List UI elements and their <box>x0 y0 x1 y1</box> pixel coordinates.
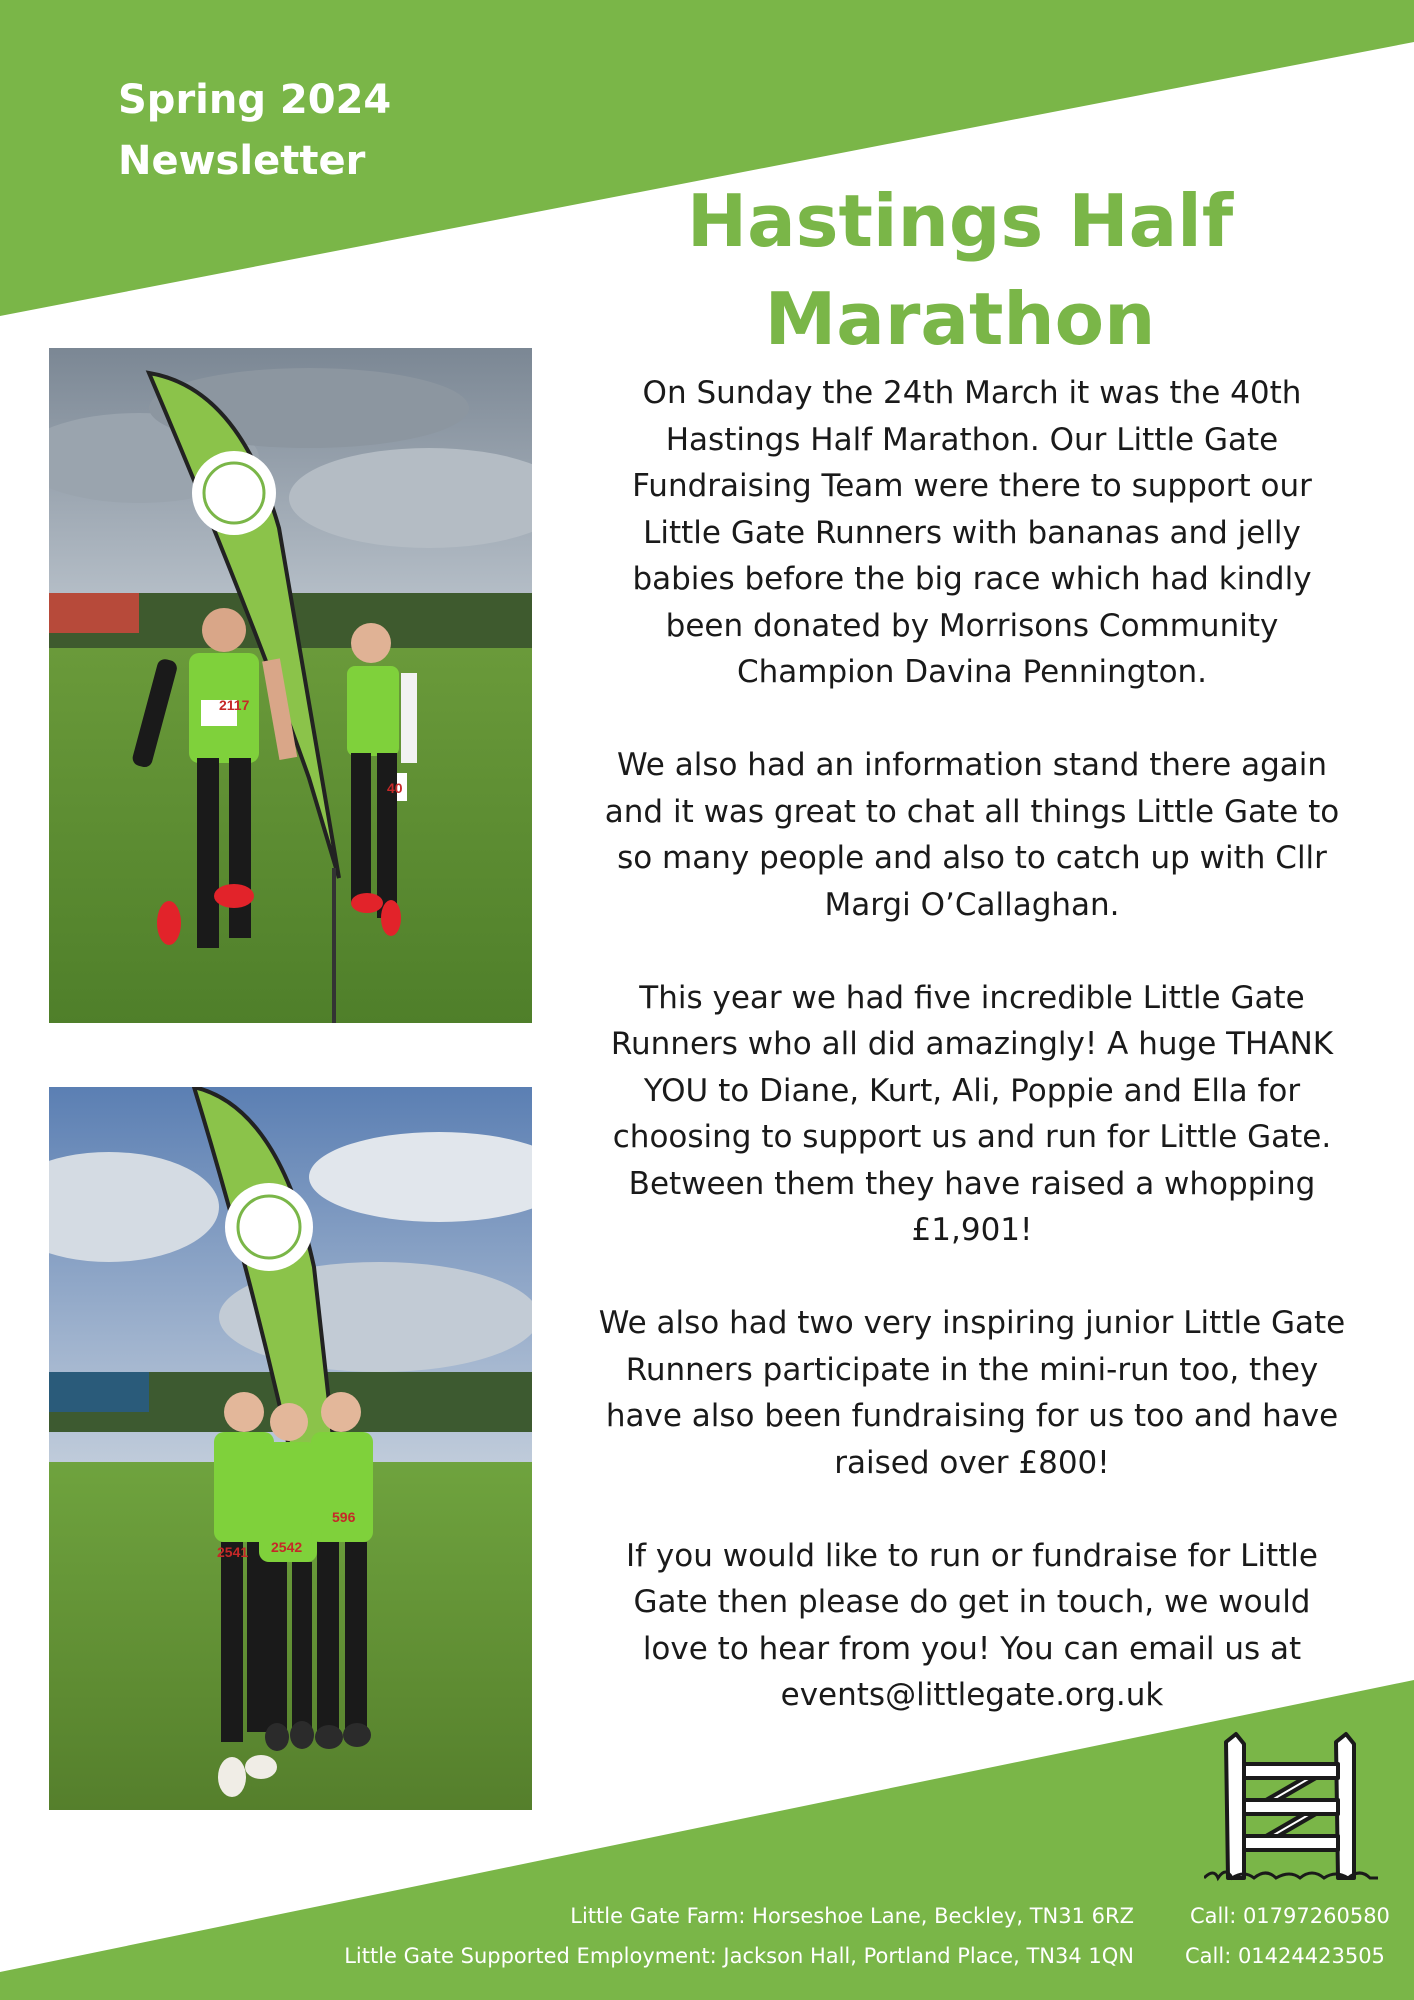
paragraph-intro: On Sunday the 24th March it was the 40th Hastings Half Marathon. Our Little Gate Fundraising Team were there to support our Little Gate Runners with bananas and jelly babies before the big race which had kindly been donated by Morrisons Community Champion Davina Pennington. <box>632 375 1312 690</box>
runners-photo-1 <box>49 348 532 1023</box>
paragraph-stand: We also had an information stand there again and it was great to chat all things Little Gate to so many people and also to catch up with Cllr Margi O’Callaghan. <box>604 747 1340 923</box>
bib-596: 596 <box>332 1509 356 1525</box>
newsletter-edition: Spring 2024 Newsletter <box>118 77 392 184</box>
gate-icon <box>1204 1728 1378 1886</box>
farm-phone: Call: 01797260580 <box>1190 1904 1390 1928</box>
paragraph-contact: If you would like to run or fundraise for Little Gate then please do get in touch, we would love to hear from you! You can email us at events@littlegate.org.uk <box>626 1537 1318 1713</box>
bib-2117: 2117 <box>219 697 250 713</box>
article-body <box>598 370 1346 1765</box>
farm-address: Little Gate Farm: Horseshoe Lane, Beckley, TN31 6RZ <box>570 1904 1134 1928</box>
article-title: Hastings Half Marathon <box>686 179 1234 361</box>
bib-2541: 2541 <box>217 1544 249 1560</box>
employment-address: Little Gate Supported Employment: Jackson Hall, Portland Place, TN34 1QN <box>344 1944 1134 1968</box>
runners-photo-2 <box>49 1087 532 1810</box>
paragraph-juniors: We also had two very inspiring junior Little Gate Runners participate in the mini-run too, they have also been fundraising for us too and have raised over £800! <box>598 1305 1346 1481</box>
employment-phone: Call: 01424423505 <box>1185 1944 1385 1968</box>
bib-2542: 2542 <box>271 1539 303 1555</box>
bib-40: 40 <box>387 780 403 796</box>
paragraph-runners: This year we had five incredible Little Gate Runners who all did amazingly! A huge THANK YOU to Diane, Kurt, Ali, Poppie and Ella for choosing to support us and run for Little Gate. Between them they have raised a whopping £1,901! <box>610 979 1334 1248</box>
